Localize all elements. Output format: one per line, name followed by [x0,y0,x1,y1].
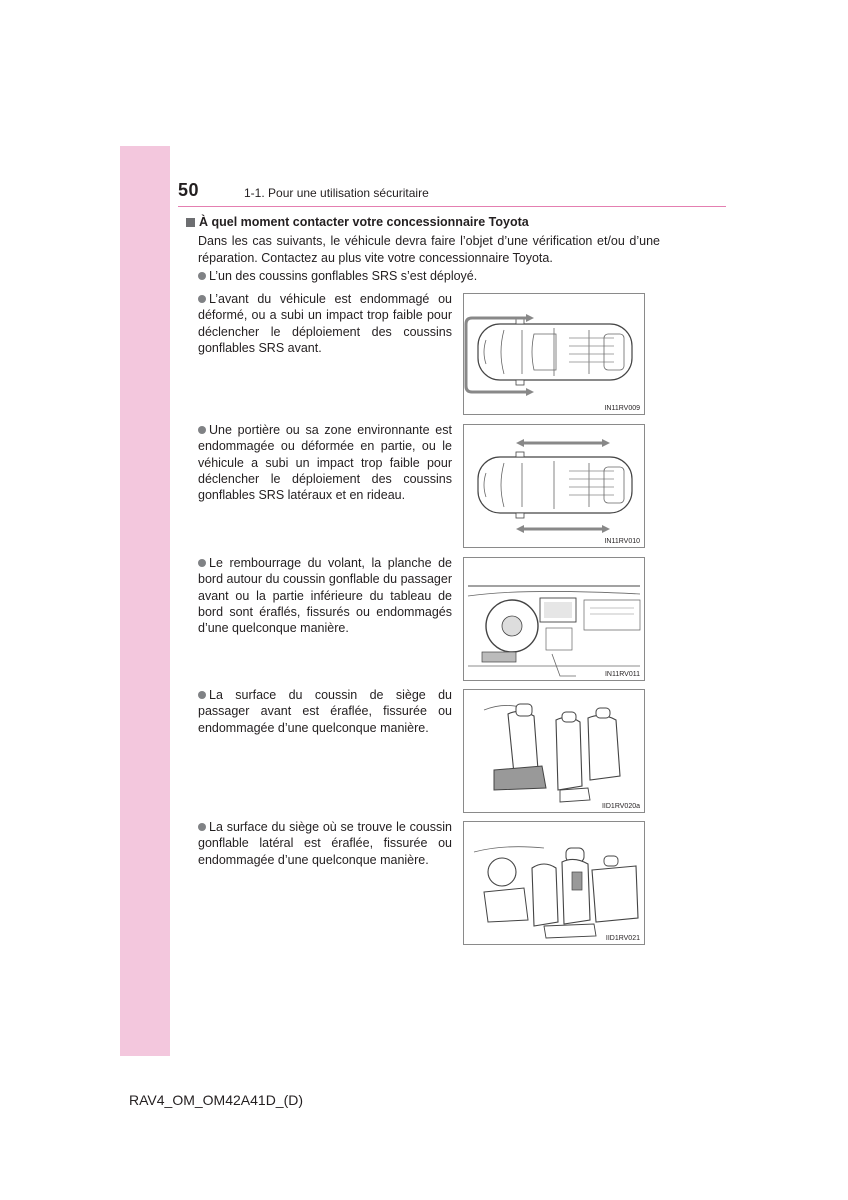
bullet-dot-icon [198,272,206,280]
list-item [198,268,538,284]
list-item [198,422,452,503]
bullet-dot-icon [198,559,206,567]
heading-text: À quel moment contacter votre concessionnaire Toyota [199,215,529,229]
figure-code: IID1RV020a [601,803,640,810]
side-tab [120,146,170,1056]
figure-side-airbag-seat [463,821,645,945]
list-item-text: Le rembourrage du volant, la planche de bord autour du coussin gonflable du passager avant ou la partie inférieure du tableau de bord sont éraflés, fissurés ou endommagés d’une quelconque manière. [198,556,452,636]
figure-side-impact [463,424,645,548]
list-item-text: L’un des coussins gonflables SRS s’est déployé. [209,269,478,283]
header-rule [178,206,726,207]
figure-code: IN11RV009 [604,405,640,412]
car-top-view-side-illustration [464,425,644,547]
interior-seats-illustration [464,822,644,944]
list-item-text: La surface du siège où se trouve le coussin gonflable latéral est éraflée, fissurée ou endommagée d’une quelconque manière. [198,820,452,867]
section-title: 1-1. Pour une utilisation sécuritaire [244,186,429,200]
car-top-view-front-illustration [464,294,644,414]
heading [186,215,529,229]
list-item-text: Une portière ou sa zone environnante est endommagée ou déformée en partie, ou le véhicule a subi un impact trop faible pour déclencher le déploiement des coussins gonflables SRS latéraux et en rideau. [198,423,452,503]
square-bullet-icon [186,218,195,227]
bullet-dot-icon [198,426,206,434]
page-number: 50 [178,180,200,200]
bullet-dot-icon [198,691,206,699]
list-item-text: La surface du coussin de siège du passager avant est éraflée, fissurée ou endommagée d’une quelconque manière. [198,688,452,735]
figure-passenger-seat [463,689,645,813]
figure-code: IID1RV021 [605,935,640,942]
list-item [198,291,452,356]
list-item [198,687,452,736]
figure-code: IN11RV011 [604,671,640,678]
dashboard-illustration [464,558,644,680]
list-item [198,819,452,868]
figure-front-impact [463,293,645,415]
list-item-text: L’avant du véhicule est endommagé ou déformé, ou a subi un impact trop faible pour déclencher le déploiement des coussins gonflables SRS avant. [198,292,452,355]
bullet-dot-icon [198,823,206,831]
bullet-dot-icon [198,295,206,303]
figure-dashboard [463,557,645,681]
list-item [198,555,452,636]
intro-paragraph: Dans les cas suivants, le véhicule devra faire l’objet d’une vérification et/ou d’une réparation. Contactez au plus vite votre concessionnaire Toyota. [198,234,660,265]
passenger-seat-illustration [464,690,644,812]
footer-document-code: RAV4_OM_OM42A41D_(D) [129,1092,304,1108]
figure-code: IN11RV010 [604,538,640,545]
